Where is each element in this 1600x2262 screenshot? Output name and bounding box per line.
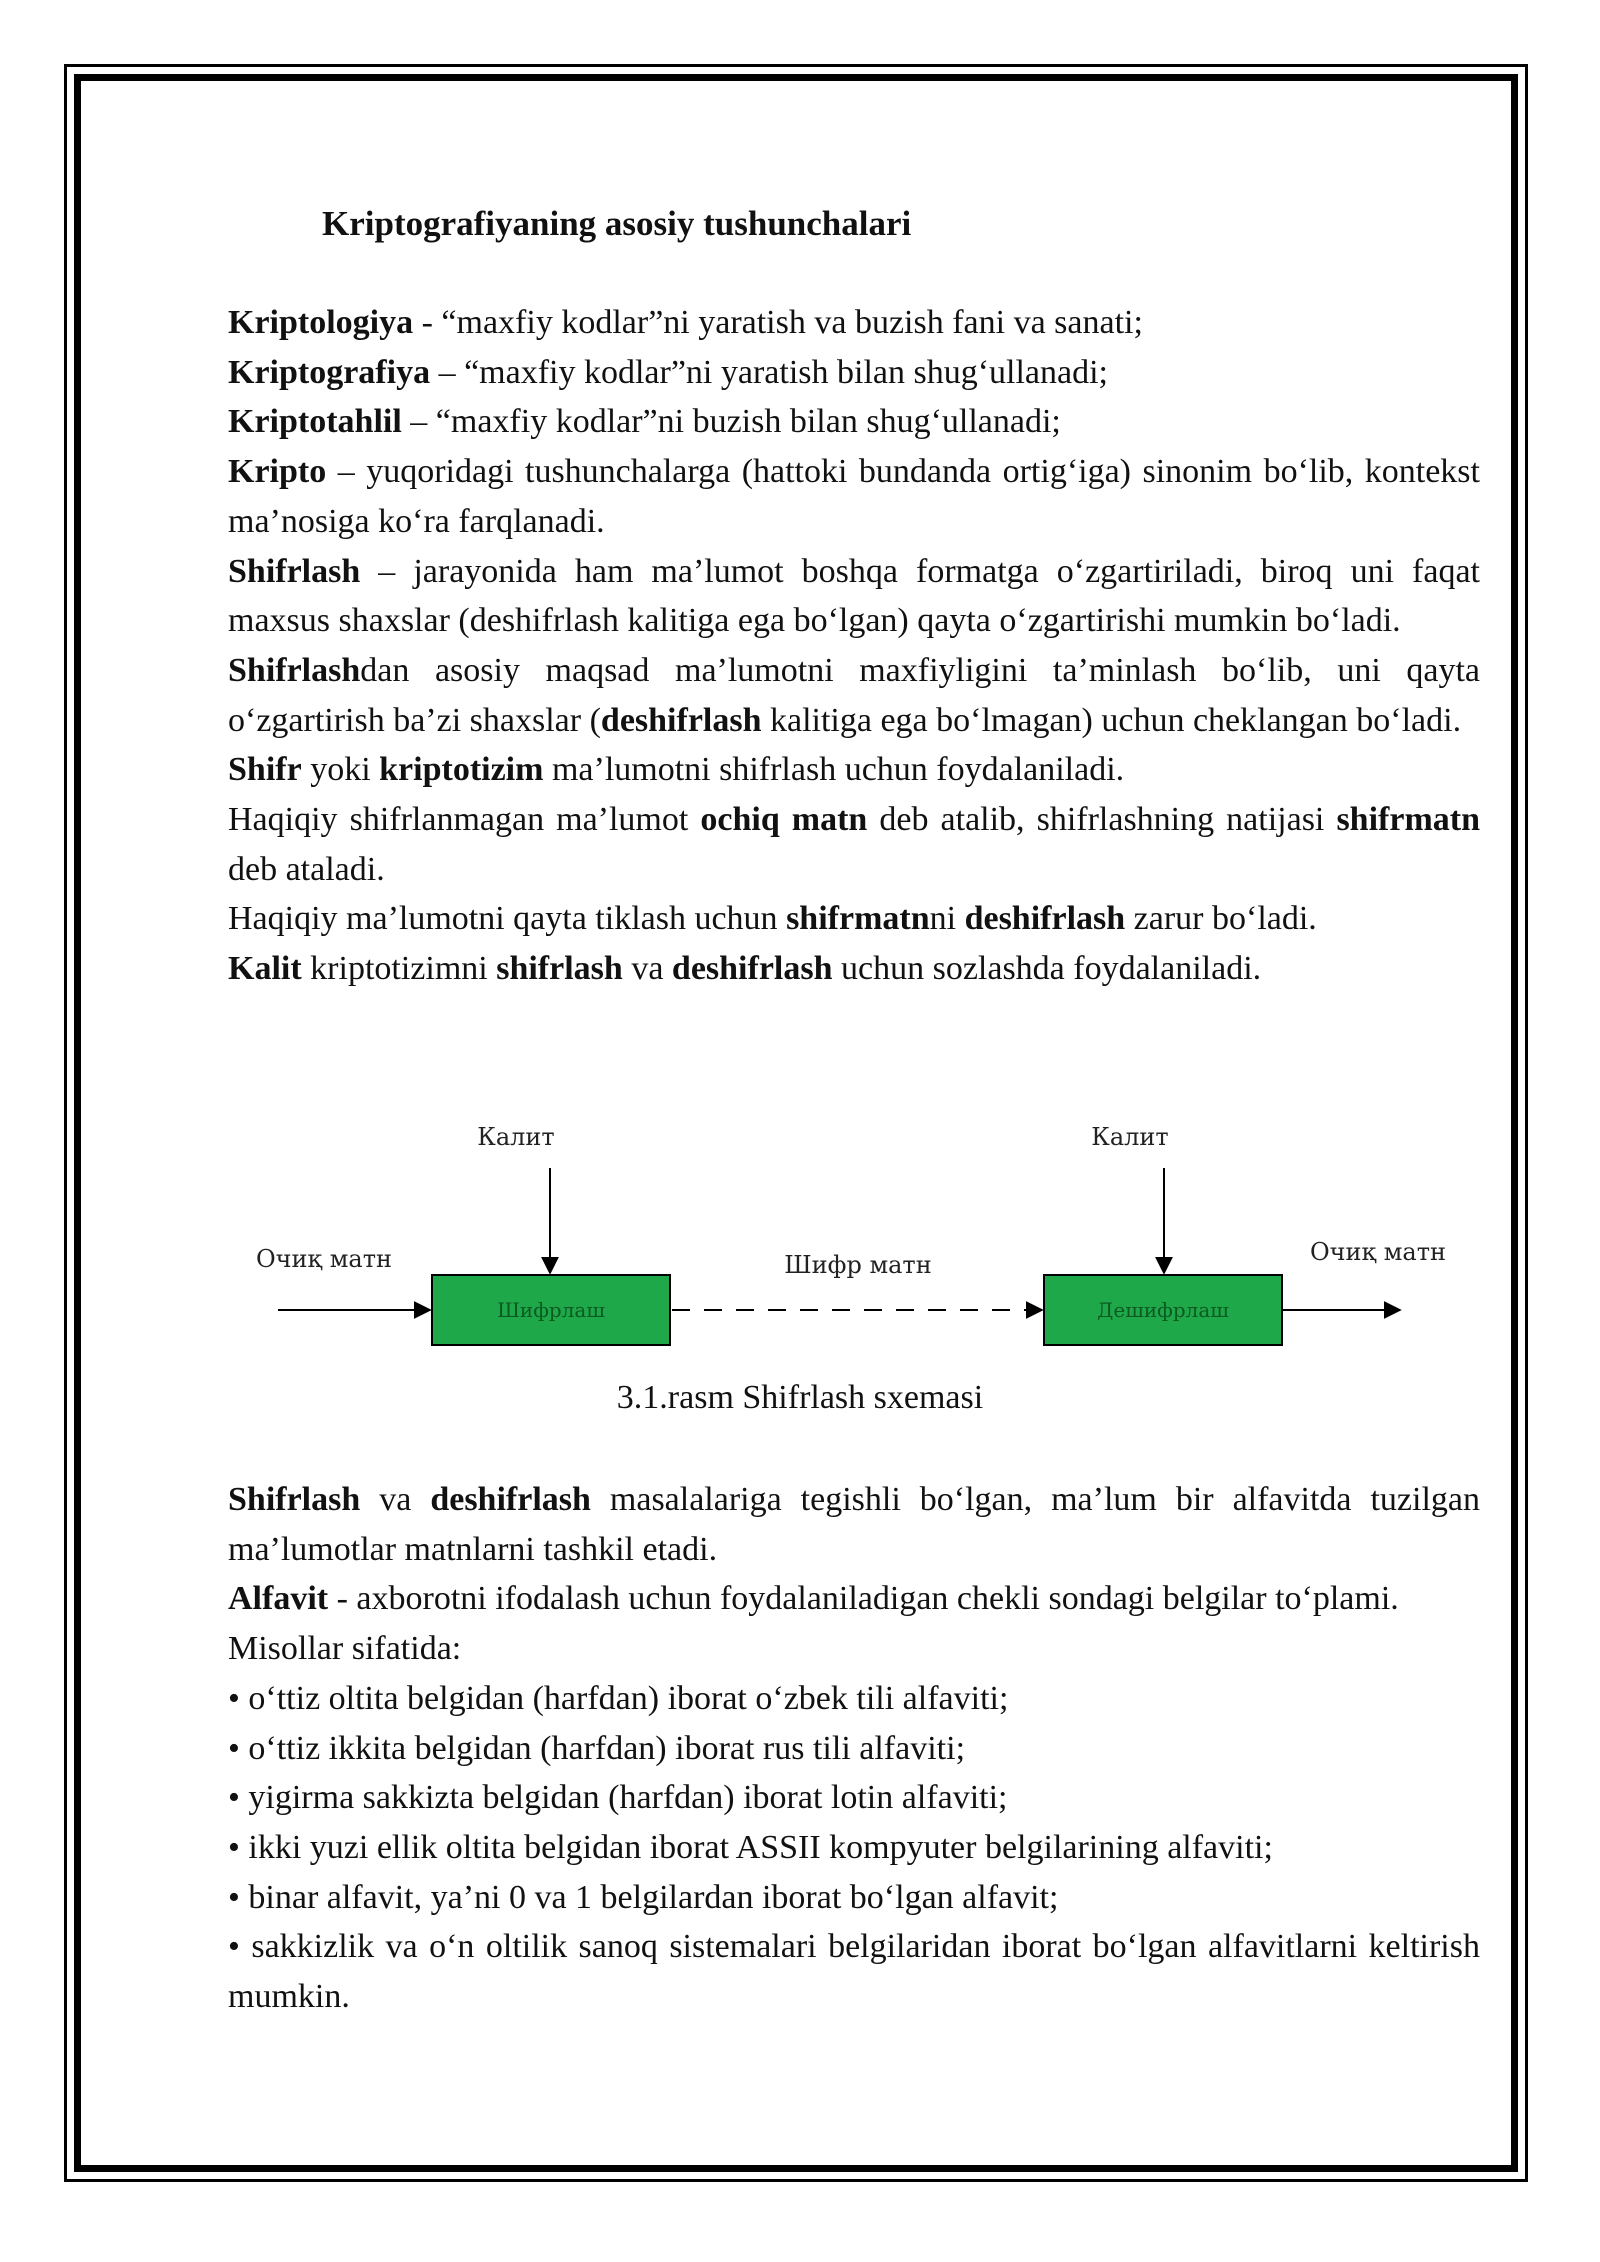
term: Shifrlash: [228, 552, 361, 590]
term: ochiq matn: [700, 801, 868, 839]
term: deshifrlash: [600, 701, 762, 739]
term: kriptotizim: [379, 751, 544, 789]
paragraph-text: kalitiga ega bo‘lmagan) uchun cheklangan bo‘ladi.: [761, 701, 1462, 739]
paragraph-text: yoki: [301, 751, 380, 789]
term: Kalit: [228, 950, 302, 988]
term: Kriptografiya: [228, 353, 431, 391]
term: deshifrlash: [964, 900, 1126, 938]
paragraph-text: ma’lumotni shifrlash uchun foydalaniladi.: [543, 751, 1125, 789]
term: shifrmatn: [1336, 801, 1480, 839]
definition-text: – “maxfiy kodlar”ni buzish bilan shug‘ullanadi;: [401, 403, 1061, 441]
term: Kriptotahlil: [228, 403, 402, 441]
decrypt-box-label: Дешифрлаш: [1097, 1298, 1229, 1322]
paragraph-text: deb ataladi.: [228, 850, 385, 888]
paragraph-text: uchun sozlashda foydalaniladi.: [832, 950, 1262, 988]
list-item: • o‘ttiz oltita belgidan (harfdan) iborat o‘zbek tili alfaviti;: [228, 1679, 1009, 1717]
examples-intro: Misollar sifatida:: [228, 1630, 462, 1668]
list-item: • yigirma sakkizta belgidan (harfdan) iborat lotin alfaviti;: [228, 1779, 1008, 1817]
definition-kriptotahlil: [228, 397, 1480, 447]
paragraph-alphabet-texts: [228, 1475, 1480, 1574]
paragraph-kalit: [228, 944, 1480, 994]
encryption-diagram: [240, 1105, 1480, 1355]
list-item: • o‘ttiz ikkita belgidan (harfdan) iborat rus tili alfaviti;: [228, 1729, 966, 1767]
input-plaintext-label: Очиқ матн: [256, 1245, 392, 1273]
alphabet-section: [228, 1475, 1480, 2022]
page-title: Kriptografiyaning asosiy tushunchalari: [322, 204, 912, 243]
term: shifrmatn: [786, 900, 930, 938]
paragraph-text: masalalariga tegishli bo‘lgan, ma’lum bir alfavitda tuzilgan ma’lumotlar matnlarni tashkil etadi.: [228, 1481, 1481, 1568]
encrypt-box-label: Шифрлаш: [497, 1298, 605, 1322]
paragraph-text: deb atalib, shifrlashning natijasi: [867, 801, 1337, 839]
paragraph-text: kriptotizimni: [301, 950, 497, 988]
ciphertext-label: Шифр матн: [784, 1251, 932, 1279]
encryption-scheme-svg: [240, 1105, 1480, 1355]
definition-text: – “maxfiy kodlar”ni yaratish bilan shug‘ullanadi;: [430, 353, 1109, 391]
paragraph-text: Haqiqiy ma’lumotni qayta tiklash uchun: [228, 900, 787, 938]
term: Kriptologiya: [228, 304, 414, 341]
paragraph-shifrlash-goal: [228, 646, 1480, 745]
list-item: • ikki yuzi ellik oltita belgidan iborat ASSII kompyuter belgilarining alfaviti;: [228, 1828, 1273, 1866]
definition-shifrlash: [228, 547, 1480, 646]
paragraph-deshifrlash: [228, 894, 1480, 944]
definitions-section: [228, 298, 1480, 994]
term: Shifr: [228, 751, 302, 789]
term: Kripto: [228, 453, 327, 491]
key-left-label: Калит: [477, 1123, 555, 1151]
term: deshifrlash: [430, 1481, 591, 1518]
term: Alfavit: [228, 1580, 329, 1618]
paragraph-text: zarur bo‘ladi.: [1125, 900, 1317, 938]
term: deshifrlash: [671, 950, 833, 988]
definition-kriptografiya: [228, 348, 1480, 398]
output-plaintext-label: Очиқ матн: [1310, 1238, 1446, 1266]
definition-text: – jarayonida ham ma’lumot boshqa formatga o‘zgartiriladi, biroq uni faqat maxsus shaxslar (deshifrlash kalitiga ega bo‘lgan) qayta o‘zgartirishi mumkin bo‘ladi.: [228, 552, 1480, 640]
paragraph-shifr: [228, 745, 1480, 795]
definition-kriptologiya: [228, 298, 1480, 348]
term: Shifrlash: [228, 651, 361, 689]
definition-text: - “maxfiy kodlar”ni yaratish va buzish fani va sanati;: [413, 304, 1143, 341]
figure-caption: 3.1.rasm Shifrlash sxemasi: [616, 1379, 984, 1416]
definition-kripto: [228, 447, 1480, 546]
term: shifrlash: [496, 950, 623, 988]
definition-text: - axborotni ifodalash uchun foydalaniladigan chekli sondagi belgilar to‘plami.: [328, 1580, 1399, 1618]
paragraph-text: va: [360, 1481, 431, 1518]
term: Shifrlash: [228, 1481, 361, 1518]
paragraph-ochiq-matn: [228, 795, 1480, 894]
paragraph-text: va: [622, 950, 672, 988]
paragraph-text: ni: [929, 900, 965, 938]
paragraph-text: dan asosiy maqsad ma’lumotni maxfiyligini ta’minlash bo‘lib, uni qayta o‘zgartirish ba’zi shaxslar (: [228, 651, 1480, 739]
list-item: • binar alfavit, ya’ni 0 va 1 belgilardan iborat bo‘lgan alfavit;: [228, 1878, 1059, 1916]
paragraph-text: Haqiqiy shifrlanmagan ma’lumot: [228, 801, 701, 839]
list-item: • sakkizlik va o‘n oltilik sanoq sistemalari belgilaridan iborat bo‘lgan alfavitlarni keltirish mumkin.: [228, 1928, 1480, 2016]
definition-text: – yuqoridagi tushunchalarga (hattoki bundanda ortig‘iga) sinonim bo‘lib, kontekst ma’nosiga ko‘ra farqlanadi.: [228, 453, 1480, 540]
key-right-label: Калит: [1091, 1123, 1169, 1151]
definition-alfavit: [228, 1574, 1480, 1624]
